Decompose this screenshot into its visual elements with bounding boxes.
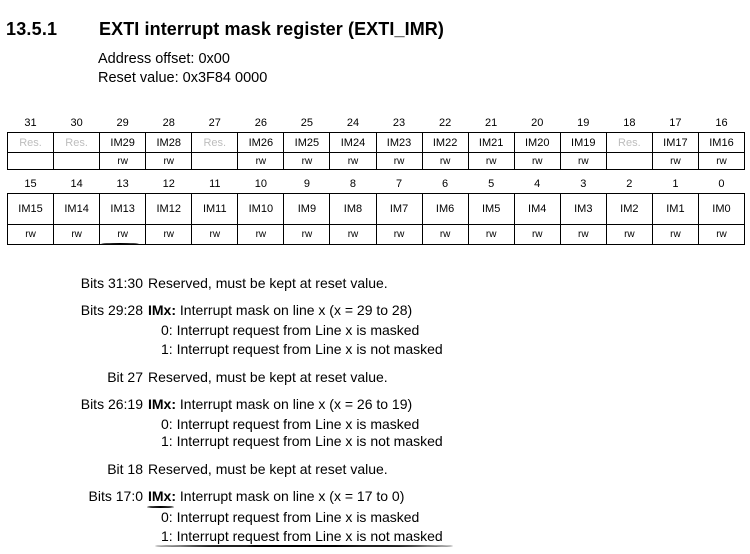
description-text — [148, 488, 404, 504]
field-name: IM10 — [238, 194, 284, 225]
access-type: rw — [238, 225, 284, 245]
access-type: rw — [284, 153, 330, 170]
access-type: rw — [376, 225, 422, 245]
access-type: rw — [698, 225, 744, 245]
access-type: rw — [8, 225, 54, 245]
field-name: IM25 — [284, 133, 330, 153]
reserved-field: Res. — [54, 133, 100, 153]
bit-number: 28 — [162, 117, 175, 129]
register-table-low — [7, 175, 745, 245]
field-name: IM21 — [468, 133, 514, 153]
access-type: rw — [238, 153, 284, 170]
description-text — [148, 461, 388, 477]
field-name: IM20 — [514, 133, 560, 153]
field-name-row — [8, 133, 745, 153]
bit-number: 0 — [718, 178, 725, 190]
field-name: IM24 — [330, 133, 376, 153]
field-name: IM19 — [560, 133, 606, 153]
access-type: rw — [514, 225, 560, 245]
value-description: 0: Interrupt request from Line x is masked — [161, 322, 420, 338]
field-name: IM22 — [422, 133, 468, 153]
bit-number: 1 — [672, 178, 679, 190]
access-type — [606, 153, 652, 170]
access-type: rw — [54, 225, 100, 245]
field-name: IM8 — [330, 194, 376, 225]
description-body: Reserved, must be kept at reset value. — [148, 369, 388, 385]
value-description: 1: Interrupt request from Line x is not masked — [161, 341, 443, 357]
bit-number: 23 — [392, 117, 406, 129]
field-name: IM5 — [468, 194, 514, 225]
access-row — [8, 153, 745, 170]
section-title: EXTI interrupt mask register (EXTI_IMR) — [99, 19, 444, 39]
value-description: 0: Interrupt request from Line x is masked — [161, 509, 420, 525]
bit-number: 26 — [254, 117, 267, 129]
bits-label: Bits 26:19 — [80, 396, 143, 412]
bit-number: 31 — [24, 117, 37, 129]
bit-number: 8 — [349, 178, 357, 190]
handwritten-underline-not-masked — [155, 545, 453, 547]
bit-number: 19 — [577, 117, 590, 129]
field-name: IM29 — [100, 133, 146, 153]
field-name: IM2 — [606, 194, 652, 225]
description-body: Reserved, must be kept at reset value. — [148, 461, 388, 477]
access-type: rw — [514, 153, 560, 170]
access-type: rw — [652, 225, 698, 245]
value-description: 1: Interrupt request from Line x is not masked — [161, 433, 443, 449]
access-type: rw — [698, 153, 744, 170]
access-type: rw — [100, 153, 146, 170]
section-number: 13.5.1 — [6, 19, 58, 39]
bit-number-row — [8, 114, 745, 133]
access-type: rw — [146, 225, 192, 245]
bit-number: 18 — [623, 117, 636, 129]
bit-number: 17 — [669, 117, 682, 129]
bit-number: 21 — [485, 117, 498, 129]
access-type: rw — [284, 225, 330, 245]
bit-number: 24 — [346, 117, 360, 129]
field-name: IM14 — [54, 194, 100, 225]
access-type — [54, 153, 100, 170]
bit-number: 2 — [626, 178, 633, 190]
access-type — [192, 153, 238, 170]
bit-number: 10 — [254, 178, 267, 190]
field-name: IM28 — [146, 133, 192, 153]
bit-number: 22 — [438, 117, 452, 129]
access-type: rw — [330, 225, 376, 245]
bit-number: 6 — [442, 178, 449, 190]
description-body: Reserved, must be kept at reset value. — [148, 275, 388, 291]
bit-number: 7 — [395, 178, 403, 190]
bits-label: Bits 29:28 — [80, 302, 143, 318]
field-name: IM1 — [652, 194, 698, 225]
reserved-field: Res. — [192, 133, 238, 153]
bits-label: Bits 17:0 — [88, 488, 143, 504]
field-name: IM26 — [238, 133, 284, 153]
field-name: IM17 — [652, 133, 698, 153]
bit-number: 13 — [116, 178, 129, 190]
access-type: rw — [468, 225, 514, 245]
reserved-field: Res. — [8, 133, 54, 153]
field-name: IM3 — [560, 194, 606, 225]
description-body: Interrupt mask on line x (x = 17 to 0) — [176, 488, 405, 504]
field-label: IMx: — [148, 396, 176, 412]
bits-label: Bits 31:30 — [80, 275, 143, 291]
access-row — [8, 225, 745, 245]
field-label: IMx: — [148, 488, 176, 504]
bit-number: 9 — [303, 178, 310, 190]
field-name: IM7 — [376, 194, 422, 225]
access-type: rw — [422, 153, 468, 170]
field-name: IM15 — [8, 194, 54, 225]
bit-number: 25 — [300, 117, 314, 129]
bit-number: 3 — [580, 178, 587, 190]
field-name: IM11 — [192, 194, 238, 225]
value-description: 1: Interrupt request from Line x is not masked — [161, 528, 443, 544]
access-type: rw — [146, 153, 192, 170]
bit-number: 15 — [24, 178, 37, 190]
bit-number: 14 — [70, 178, 83, 190]
bits-label: Bit 18 — [107, 461, 143, 477]
bits-label: Bit 27 — [107, 369, 143, 385]
bit-number: 16 — [715, 117, 728, 129]
bit-number: 30 — [70, 117, 83, 129]
bit-number: 5 — [488, 178, 495, 190]
bit-number: 27 — [208, 117, 221, 129]
field-name: IM23 — [376, 133, 422, 153]
field-name: IM9 — [284, 194, 330, 225]
field-name: IM6 — [422, 194, 468, 225]
description-body: Interrupt mask on line x (x = 29 to 28) — [176, 302, 413, 318]
bit-number: 20 — [531, 117, 544, 129]
field-name: IM4 — [514, 194, 560, 225]
field-name-row — [8, 194, 745, 225]
field-name: IM16 — [698, 133, 744, 153]
bit-number: 29 — [116, 117, 129, 129]
handwritten-underline-rw — [101, 243, 139, 245]
access-type: rw — [606, 225, 652, 245]
reset-value: Reset value: 0x3F84 0000 — [98, 70, 268, 86]
description-body: Interrupt mask on line x (x = 26 to 19) — [176, 396, 413, 412]
access-type: rw — [422, 225, 468, 245]
handwritten-underline-imx — [147, 506, 174, 508]
reserved-field: Res. — [606, 133, 652, 153]
bit-number: 11 — [209, 178, 221, 190]
access-type: rw — [330, 153, 376, 170]
access-type: rw — [100, 225, 146, 245]
description-text — [148, 369, 388, 385]
access-type: rw — [192, 225, 238, 245]
field-name: IM0 — [698, 194, 744, 225]
access-type: rw — [468, 153, 514, 170]
field-name: IM12 — [146, 194, 192, 225]
access-type: rw — [652, 153, 698, 170]
bit-number: 12 — [162, 178, 175, 190]
access-type: rw — [560, 225, 606, 245]
field-label: IMx: — [148, 302, 176, 318]
value-description: 0: Interrupt request from Line x is masked — [161, 416, 420, 432]
description-text — [148, 275, 388, 291]
bit-number-row — [8, 175, 745, 194]
access-type: rw — [560, 153, 606, 170]
address-offset: Address offset: 0x00 — [98, 51, 230, 67]
field-name: IM13 — [100, 194, 146, 225]
access-type — [8, 153, 54, 170]
description-text — [148, 396, 412, 412]
register-table-high — [7, 114, 745, 170]
bit-number: 4 — [534, 178, 541, 190]
access-type: rw — [376, 153, 422, 170]
description-text — [148, 302, 412, 318]
